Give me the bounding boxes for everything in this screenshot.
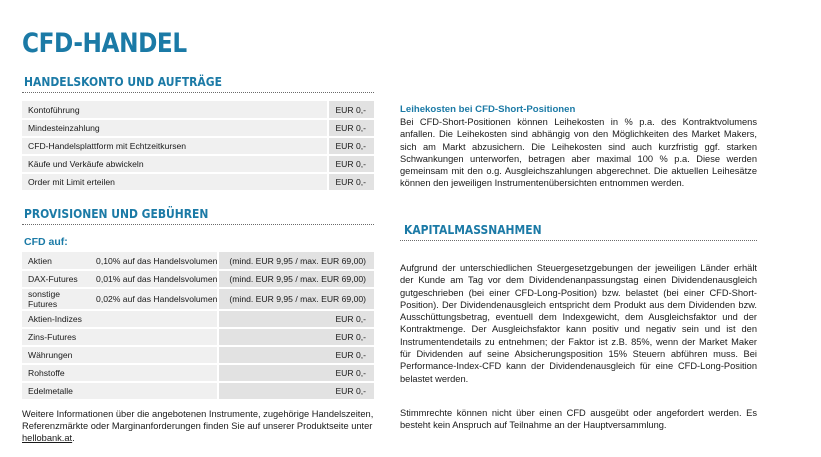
account-row: [22, 119, 374, 137]
cfd-on-label: CFD auf:: [24, 236, 68, 248]
account-table: [22, 101, 374, 192]
more-info-suffix: .: [72, 433, 75, 443]
fee-row: [22, 346, 374, 364]
account-row-label: Käufe und Verkäufe abwickeln: [22, 155, 328, 173]
fee-row-condition: 0,01% auf das Handelsvolumen: [82, 270, 218, 288]
fee-row-condition: [82, 310, 218, 328]
fee-row: [22, 310, 374, 328]
fee-row-label: Edelmetalle: [22, 382, 82, 400]
fee-row-value: EUR 0,-: [218, 328, 374, 346]
lending-cost-text: Bei CFD-Short-Positionen können Leihekosten in % p.a. des Kontraktvolumens anfallen. Die Leihekosten sind abhängig von den Möglichkeiten des Market Makers, sich am Markt abzusichern. Die Leihekosten sind auch kurzfristig ggf. starken Schwankungen unterworfen, betragen aber maximal 100 % p.a. Diese werden gemeinsam mit den o.g. Ausgleichszahlungen abgerechnet. Die aktuellen Leihesätze können den jeweiligen Instrumentenübersichten entnommen werden.: [400, 117, 757, 189]
account-row-label: Kontoführung: [22, 101, 328, 119]
account-row: [22, 155, 374, 173]
fee-row-label: DAX-Futures: [22, 270, 82, 288]
hellobank-link[interactable]: hellobank.at: [22, 433, 73, 443]
fee-row-label: Aktien: [22, 252, 82, 270]
capital-paragraph-1: Aufgrund der unterschiedlichen Steuergesetzgebungen der jeweiligen Länder erhält der Kunde am Tag vor dem Dividendenanpassungstag einen Dividendenausgleich gutgeschrieben (bei einer CFD-Long-Position) bzw. belastet (bei einer CFD-Short-Position). Der Dividendenausgleich entspricht dem Produkt aus dem Dividenden bzw. Ausschüttungsbetrag, eventuell dem Indexgewicht, dem Ausgleichsfaktor und der Kontraktmenge. Der Ausgleichsfaktor kann positiv und negativ sein und ist den Instrumentendetails zu entnehmen; der Faktor ist z.B. 85%, wenn der Market Maker für Dividenden auf seine Absicherungsposition 15% Steuern abführen muss. Bei Performance-Index-CFD kann der Dividendenausgleich für eine CFD-Long-Position belastet werden.: [400, 263, 757, 384]
fee-row: [22, 382, 374, 400]
fee-row-value: EUR 0,-: [218, 382, 374, 400]
fee-row: [22, 288, 374, 310]
account-row-label: Mindesteinzahlung: [22, 119, 328, 137]
fee-row-value: (mind. EUR 9,95 / max. EUR 69,00): [218, 270, 374, 288]
account-row-value: EUR 0,-: [328, 173, 374, 191]
fee-row-label: sonstige Futures: [22, 288, 82, 310]
fee-row-condition: [82, 364, 218, 382]
lending-cost-heading: Leihekosten bei CFD-Short-Positionen: [400, 104, 576, 115]
fee-row: [22, 328, 374, 346]
account-row-value: EUR 0,-: [328, 137, 374, 155]
fees-table: [22, 252, 374, 401]
fees-heading-divider: [22, 224, 374, 225]
capital-heading-divider: [400, 240, 757, 241]
page-title: CFD-HANDEL: [22, 28, 187, 59]
fees-section-heading: PROVISIONEN UND GEBÜHREN: [24, 206, 209, 221]
account-heading-divider: [22, 92, 374, 93]
capital-section-heading: KAPITALMASSNAHMEN: [404, 222, 542, 237]
fee-row: [22, 364, 374, 382]
account-section-heading: HANDELSKONTO UND AUFTRÄGE: [24, 74, 222, 89]
more-info-text: Weitere Informationen über die angebotenen Instrumente, zugehörige Handelszeiten, Referenzmärkte oder Marginanforderungen finden Sie auf unserer Produktseite unter: [22, 409, 374, 431]
fee-row-condition: [82, 382, 218, 400]
fee-row-value: EUR 0,-: [218, 364, 374, 382]
account-row: [22, 101, 374, 119]
fee-row-condition: 0,02% auf das Handelsvolumen: [82, 288, 218, 310]
fee-row-condition: [82, 346, 218, 364]
fee-row: [22, 252, 374, 270]
account-row-value: EUR 0,-: [328, 119, 374, 137]
fee-row-condition: [82, 328, 218, 346]
account-row-value: EUR 0,-: [328, 155, 374, 173]
fee-row-condition: 0,10% auf das Handelsvolumen: [82, 252, 218, 270]
fee-row-label: Rohstoffe: [22, 364, 82, 382]
account-row-label: CFD-Handelsplattform mit Echtzeitkursen: [22, 137, 328, 155]
fee-row-label: Zins-Futures: [22, 328, 82, 346]
fee-row-value: (mind. EUR 9,95 / max. EUR 69,00): [218, 252, 374, 270]
account-row-label: Order mit Limit erteilen: [22, 173, 328, 191]
capital-paragraph-2: Stimmrechte können nicht über einen CFD ausgeübt oder angefordert werden. Es besteht kein Anspruch auf Teilnahme an der Hauptversammlung.: [400, 408, 757, 431]
account-row: [22, 137, 374, 155]
fee-row: [22, 270, 374, 288]
account-row: [22, 173, 374, 191]
fee-row-value: EUR 0,-: [218, 346, 374, 364]
fee-row-label: Aktien-Indizes: [22, 310, 82, 328]
fee-row-value: (mind. EUR 9,95 / max. EUR 69,00): [218, 288, 374, 310]
fee-row-label: Währungen: [22, 346, 82, 364]
fee-row-value: EUR 0,-: [218, 310, 374, 328]
more-info-note: [22, 408, 382, 444]
account-row-value: EUR 0,-: [328, 101, 374, 119]
